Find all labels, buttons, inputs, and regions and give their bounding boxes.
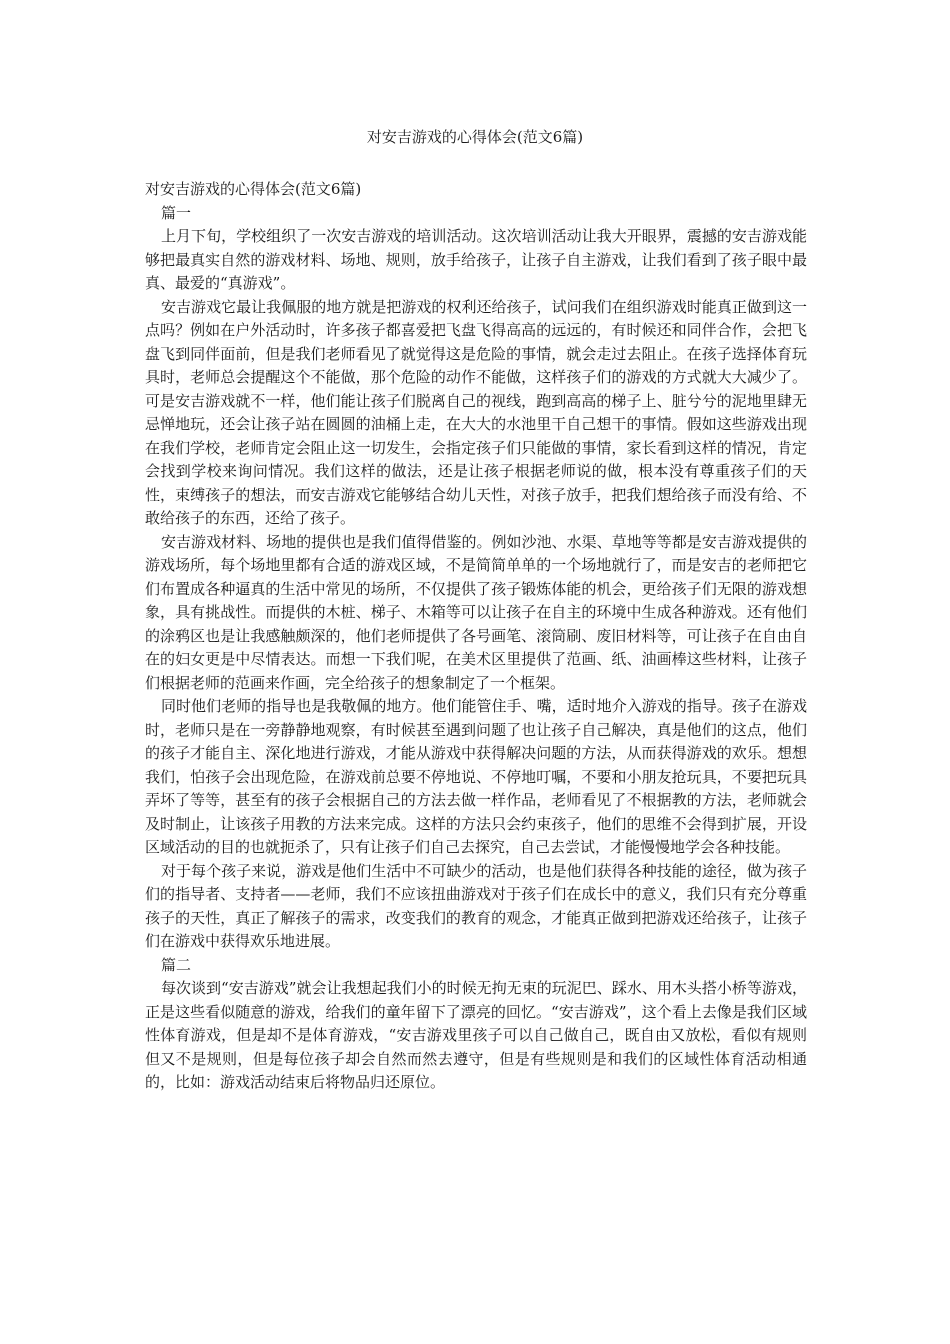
section-label-2: 篇二 [161,955,192,974]
paragraph: 安吉游戏它最让我佩服的地方就是把游戏的权利还给孩子，试问我们在组织游戏时能真正做到这一点吗？例如在户外活动时，许多孩子都喜爱把飞盘飞得高高的远远的，有时候还和同伴合作，会把飞盘飞到同伴面前，但是我们老师看见了就觉得这是危险的事情，就会走过去阻止。在孩子选择体育玩具时，老师总会提醒这个不能做，那个危险的动作不能做，这样孩子们的游戏的方式就大大减少了。可是安吉游戏就不一样，他们能让孩子们脱离自己的视线，跑到高高的梯子上、脏兮兮的泥地里肆无忌惮地玩，还会让孩子站在圆圆的油桶上走，在大大的水池里干自己想干的事情。假如这些游戏出现在我们学校，老师肯定会阻止这一切发生，会指定孩子们只能做的事情，家长看到这样的情况，肯定会找到学校来询问情况。我们这样的做法，还是让孩子根据老师说的做，根本没有尊重孩子们的天性，束缚孩子的想法，而安吉游戏它能够结合幼儿天性，对孩子放手，把我们想给孩子而没有给、不敢给孩子的东西，还给了孩子。 [145,297,807,527]
paragraph: 对于每个孩子来说，游戏是他们生活中不可缺少的活动，也是他们获得各种技能的途径，做为孩子们的指导者、支持者——老师，我们不应该扭曲游戏对于孩子们在成长中的意义，我们只有充分尊重孩子的天性，真正了解孩子的需求，改变我们的教育的观念，才能真正做到把游戏还给孩子，让孩子们在游戏中获得欢乐地进展。 [145,861,807,950]
document-title: 对安吉游戏的心得体会(范文6篇) [366,128,584,146]
document-subtitle: 对安吉游戏的心得体会(范文6篇) [145,180,362,198]
section-label-1: 篇一 [161,203,192,222]
paragraph: 每次谈到“安吉游戏”就会让我想起我们小的时候无拘无束的玩泥巴、踩水、用木头搭小桥等游戏，正是这些看似随意的游戏，给我们的童年留下了漂亮的回忆。“安吉游戏”，这个看上去像是我们区域性体育游戏，但是却不是体育游戏，“安吉游戏里孩子可以自己做自己，既自由又放松，看似有规则但又不是规则，但是每位孩子却会自然而然去遵守，但是有些规则是和我们的区域性体育活动相通的，比如：游戏活动结束后将物品归还原位。 [145,979,807,1091]
document-body [145,178,807,1095]
paragraph: 同时他们老师的指导也是我敬佩的地方。他们能管住手、嘴，适时地介入游戏的指导。孩子在游戏时，老师只是在一旁静静地观察，有时候甚至遇到问题了也让孩子自己解决，真是他们的这点，他们的孩子才能自主、深化地进行游戏，才能从游戏中获得解决问题的方法，从而获得游戏的欢乐。想想我们，怕孩子会出现危险，在游戏前总要不停地说、不停地叮嘱，不要和小朋友抢玩具，不要把玩具弄坏了等等，甚至有的孩子会根据自己的方法去做一样作品，老师看见了不根据教的方法，老师就会及时制止，让该孩子用教的方法来完成。这样的方法只会约束孩子，他们的思维不会得到扩展，开设区域活动的目的也就扼杀了，只有让孩子们自己去探究，自己去尝试，才能慢慢地学会各种技能。 [145,697,807,856]
paragraph: 安吉游戏材料、场地的提供也是我们值得借鉴的。例如沙池、水渠、草地等等都是安吉游戏提供的游戏场所，每个场地里都有合适的游戏区域，不是简简单单的一个场地就行了，而是安吉的老师把它们布置成各种逼真的生活中常见的场所，不仅提供了孩子锻炼体能的机会，更给孩子们无限的游戏想象，具有挑战性。而提供的木桩、梯子、木箱等可以让孩子在自主的环境中生成各种游戏。还有他们的涂鸦区也是让我感触颇深的，他们老师提供了各号画笔、滚筒刷、废旧材料等，可让孩子在自由自在的妇女更是中尽情表达。而想一下我们呢，在美术区里提供了范画、纸、油画棒这些材料，让孩子们根据老师的范画来作画，完全给孩子的想象制定了一个框架。 [145,532,807,692]
paragraph: 上月下旬，学校组织了一次安吉游戏的培训活动。这次培训活动让我大开眼界，震撼的安吉游戏能够把最真实自然的游戏材料、场地、规则，放手给孩子，让孩子自主游戏，让我们看到了孩子眼中最真、最爱的“真游戏”。 [145,227,807,292]
